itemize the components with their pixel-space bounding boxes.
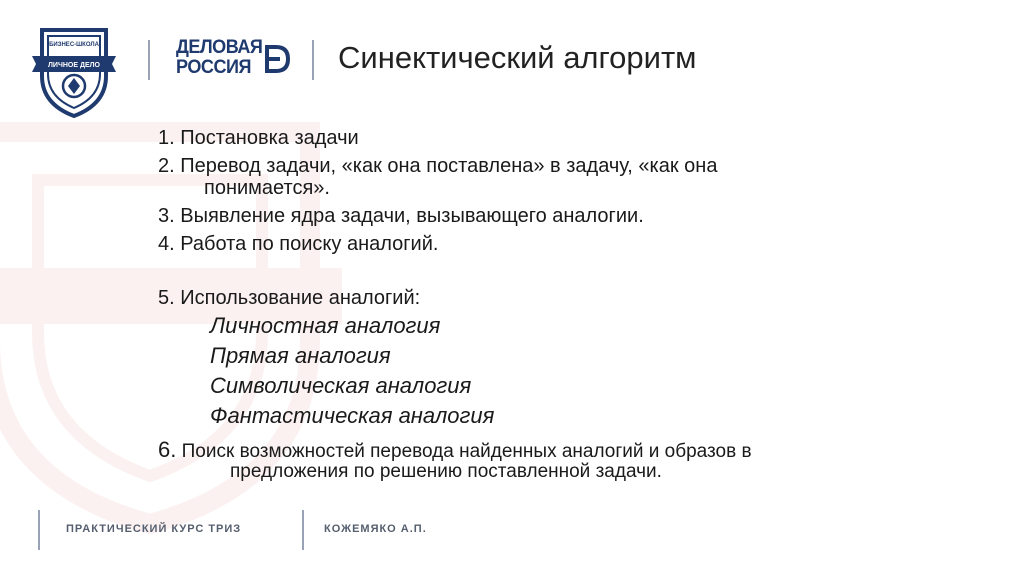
business-school-emblem bbox=[28, 24, 120, 120]
footer-course: ПРАКТИЧЕСКИЙ КУРС ТРИЗ bbox=[66, 523, 242, 535]
footer-author: КОЖЕМЯКО А.П. bbox=[324, 523, 427, 535]
header-divider-right bbox=[312, 40, 314, 80]
list-item-2-continuation: понимается». bbox=[204, 177, 330, 199]
list-item-4: 4. Работа по поиску аналогий. bbox=[158, 233, 439, 255]
footer-divider-left bbox=[38, 510, 40, 550]
emblem-ribbon-text: ЛИЧНОЕ ДЕЛО bbox=[48, 62, 100, 69]
brand-line2: РОССИЯ bbox=[176, 57, 252, 78]
list-item-1: 1. Постановка задачи bbox=[158, 127, 359, 149]
brand-d-mark-icon bbox=[264, 44, 290, 74]
brand-line1: ДЕЛОВАЯ bbox=[176, 37, 263, 58]
footer-divider-right bbox=[302, 510, 304, 550]
list-item-3: 3. Выявление ядра задачи, вызывающего аналогии. bbox=[158, 205, 644, 227]
list-item-6-line1: Поиск возможностей перевода найденных аналогий и образов в bbox=[181, 441, 752, 462]
delovaya-rossiya-logo bbox=[176, 38, 291, 84]
list-item-6-line2: предложения по решению поставленной задачи. bbox=[230, 461, 662, 482]
list-item-5: 5. Использование аналогий: bbox=[158, 287, 421, 309]
list-item-2: 2. Перевод задачи, «как она поставлена» в задачу, «как она bbox=[158, 155, 718, 177]
header-divider-left bbox=[148, 40, 150, 80]
emblem-top-text: БИЗНЕС-ШКОЛА bbox=[49, 42, 99, 48]
analogy-direct: Прямая аналогия bbox=[210, 343, 391, 368]
list-item-6-number: 6. bbox=[158, 437, 177, 462]
analogy-symbolic: Символическая аналогия bbox=[210, 373, 472, 398]
analogy-fantastic: Фантастическая аналогия bbox=[210, 403, 495, 428]
page-title: Синектический алгоритм bbox=[338, 40, 697, 75]
analogy-personal: Личностная аналогия bbox=[210, 313, 441, 338]
